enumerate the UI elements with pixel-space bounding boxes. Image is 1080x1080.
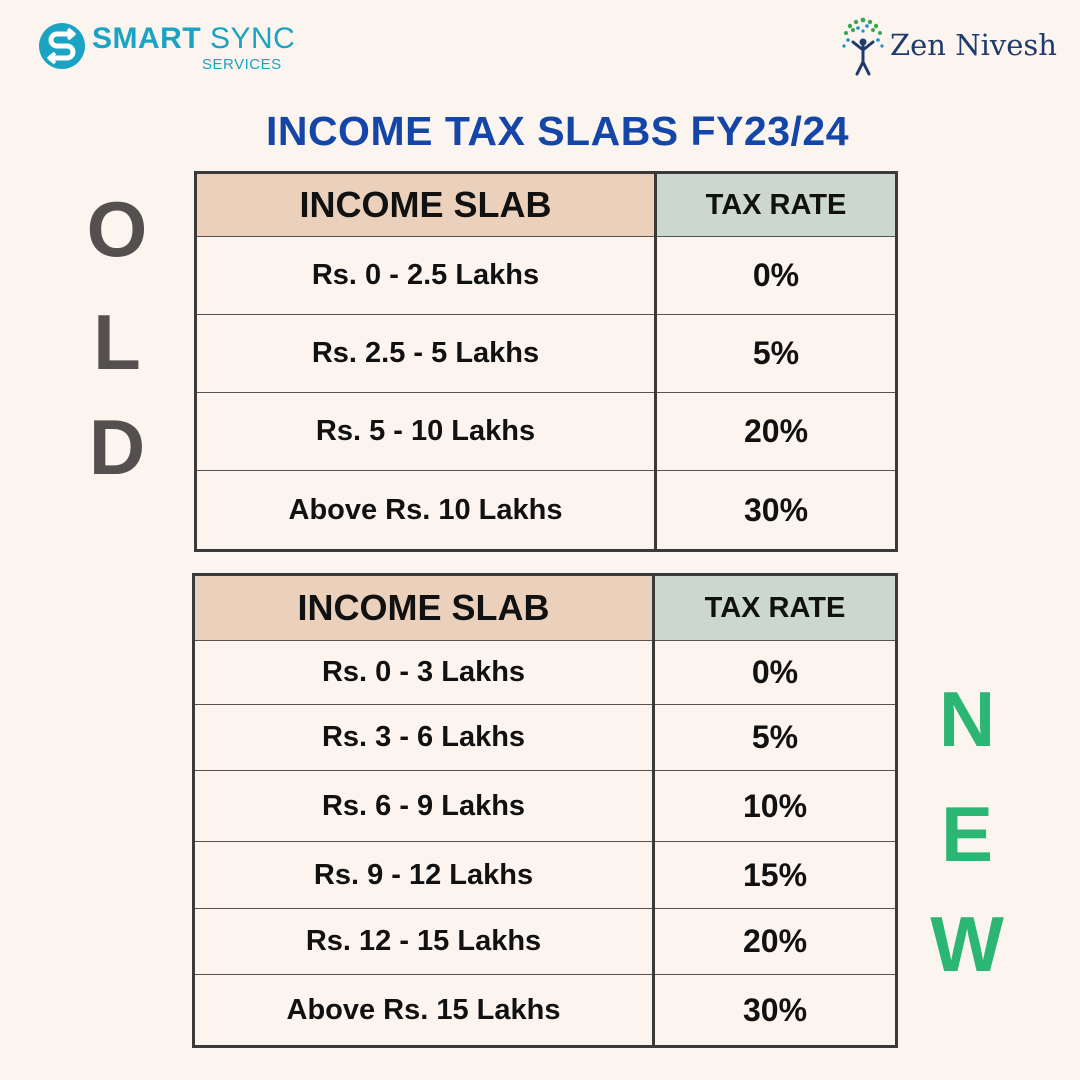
smart-sync-logo xyxy=(38,18,298,78)
tax-rate-header: TAX RATE xyxy=(654,575,897,641)
table-row xyxy=(194,705,897,771)
income-slab-cell: Rs. 6 - 9 Lakhs xyxy=(194,771,654,842)
page-title: INCOME TAX SLABS FY23/24 xyxy=(265,108,850,154)
new-letter-n: N xyxy=(938,675,996,763)
income-slab-cell: Rs. 3 - 6 Lakhs xyxy=(194,705,654,771)
tax-rate-cell: 20% xyxy=(654,909,897,975)
table-row xyxy=(196,471,897,551)
table-row xyxy=(194,641,897,705)
smart-sync-name: SMART SYNC xyxy=(92,22,296,55)
income-slab-header: INCOME SLAB xyxy=(196,173,656,237)
tree-person-icon xyxy=(838,16,890,78)
tax-rate-cell: 5% xyxy=(654,705,897,771)
table-row xyxy=(194,842,897,909)
table-row xyxy=(194,771,897,842)
tax-rate-header: TAX RATE xyxy=(656,173,897,237)
income-slab-cell: Rs. 12 - 15 Lakhs xyxy=(194,909,654,975)
table-row xyxy=(196,393,897,471)
income-slab-cell: Rs. 0 - 2.5 Lakhs xyxy=(196,237,656,315)
income-slab-cell: Rs. 2.5 - 5 Lakhs xyxy=(196,315,656,393)
zen-nivesh-name: Zen Nivesh xyxy=(890,28,1057,62)
old-letter-d: D xyxy=(88,403,146,491)
table-row xyxy=(196,315,897,393)
income-slab-cell: Above Rs. 15 Lakhs xyxy=(194,975,654,1047)
income-slab-cell: Rs. 0 - 3 Lakhs xyxy=(194,641,654,705)
tax-rate-cell: 10% xyxy=(654,771,897,842)
smart-sync-s-icon xyxy=(38,20,86,72)
tax-rate-cell: 0% xyxy=(656,237,897,315)
new-letter-e: E xyxy=(940,790,994,878)
tax-rate-cell: 5% xyxy=(656,315,897,393)
new-regime-table xyxy=(192,573,898,1048)
old-letter-o: O xyxy=(86,185,148,273)
tax-rate-cell: 0% xyxy=(654,641,897,705)
income-slab-header: INCOME SLAB xyxy=(194,575,654,641)
tax-rate-cell: 20% xyxy=(656,393,897,471)
tax-rate-cell: 30% xyxy=(656,471,897,551)
income-slab-cell: Rs. 5 - 10 Lakhs xyxy=(196,393,656,471)
table-row xyxy=(194,975,897,1047)
table-header-row xyxy=(194,575,897,641)
income-slab-cell: Above Rs. 10 Lakhs xyxy=(196,471,656,551)
old-letter-l: L xyxy=(93,298,141,386)
new-letter-w: W xyxy=(930,900,1004,988)
zen-nivesh-logo xyxy=(838,16,1068,82)
table-row xyxy=(194,909,897,975)
tax-rate-cell: 30% xyxy=(654,975,897,1047)
tax-rate-cell: 15% xyxy=(654,842,897,909)
smart-sync-subtitle: SERVICES xyxy=(202,56,282,73)
table-header-row xyxy=(196,173,897,237)
old-regime-table xyxy=(194,171,898,552)
table-row xyxy=(196,237,897,315)
income-slab-cell: Rs. 9 - 12 Lakhs xyxy=(194,842,654,909)
